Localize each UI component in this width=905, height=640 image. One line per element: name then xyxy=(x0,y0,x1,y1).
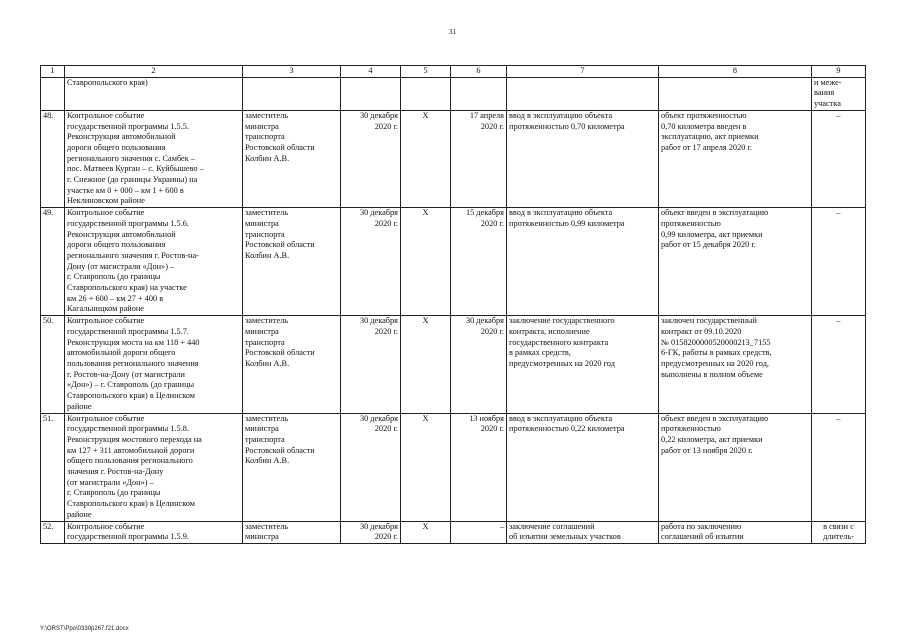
cell-empty xyxy=(243,77,341,110)
row-number: 51. xyxy=(41,413,65,521)
actual-result: объект введен в эксплуатацию протяженностью 0,99 километра, акт приемки работ от 15 декабря 2020 г. xyxy=(659,208,812,316)
file-path-footer: Y:\ORST\Ppo\0330p267.f21.docx xyxy=(40,626,129,632)
row-number: 49. xyxy=(41,208,65,316)
note: – xyxy=(812,413,866,521)
actual-result: объект введен в эксплуатацию протяженностью 0,22 километра, акт приемки работ от 13 ноября 2020 г. xyxy=(659,413,812,521)
table-row xyxy=(41,316,866,413)
cell-empty xyxy=(507,77,659,110)
event-description: Контрольное событие государственной программы 1.5.6. Реконструкция автомобильной дороги общего пользования регионального значения г. Ростов-на- Дону (от магистрали «Дон») – г. Ставрополь (до границы Ставропольского края) на участке км 26 + 600 – км 27 + 400 в Кагальницком районе xyxy=(65,208,243,316)
table-row xyxy=(41,521,866,543)
header-cell: 5 xyxy=(401,66,451,78)
planned-date: 30 декабря 2020 г. xyxy=(341,521,401,543)
cell-empty xyxy=(401,77,451,110)
expected-result: заключение соглашений об изъятии земельных участков xyxy=(507,521,659,543)
event-description: Контрольное событие государственной программы 1.5.5. Реконструкция автомобильной дороги общего пользования регионального значения с. Самбек – пос. Матвеев Курган – с. Куйбышево – г. Снежное (до границы Украины) на участке км 0 + 000 – км 1 + 600 в Неклиновском районе xyxy=(65,110,243,207)
responsible-person: заместитель министра транспорта Ростовской области Колбин А.В. xyxy=(243,110,341,207)
actual-date: 15 декабря 2020 г. xyxy=(451,208,507,316)
cell-empty xyxy=(451,77,507,110)
row-number: 52. xyxy=(41,521,65,543)
column-5-mark: Х xyxy=(401,208,451,316)
column-5-mark: Х xyxy=(401,316,451,413)
actual-date: 17 апреля 2020 г. xyxy=(451,110,507,207)
continuation-note-text: и меже- вания участка xyxy=(812,77,866,110)
expected-result: ввод в эксплуатацию объекта протяженностью 0,22 километра xyxy=(507,413,659,521)
cell-empty xyxy=(341,77,401,110)
table-row xyxy=(41,110,866,207)
cell-empty xyxy=(41,77,65,110)
column-5-mark: Х xyxy=(401,110,451,207)
actual-date: 13 ноября 2020 г. xyxy=(451,413,507,521)
header-cell: 4 xyxy=(341,66,401,78)
planned-date: 30 декабря 2020 г. xyxy=(341,208,401,316)
note: – xyxy=(812,110,866,207)
responsible-person: заместитель министра транспорта Ростовской области Колбин А.В. xyxy=(243,413,341,521)
actual-result: заключен государственный контракт от 09.10.2020 № 0158200000520000213_7155 6-ГК, работы в рамках средств, предусмотренных на 2020 год, выполнены в полном объеме xyxy=(659,316,812,413)
actual-result: объект протяженностью 0,70 километра введен в эксплуатацию, акт приемки работ от 17 апреля 2020 г. xyxy=(659,110,812,207)
event-description: Контрольное событие государственной программы 1.5.8. Реконструкция мостового перехода на км 127 + 311 автомобильной дороги общего пользования регионального значения г. Ростов-на-Дону (от магистрали «Дон») – г. Ставрополь (до границы Ставропольского края) в Целинском районе xyxy=(65,413,243,521)
control-events-table xyxy=(40,65,866,544)
continuation-row xyxy=(41,77,866,110)
page-number: 31 xyxy=(448,27,457,36)
planned-date: 30 декабря 2020 г. xyxy=(341,316,401,413)
responsible-person: заместитель министра xyxy=(243,521,341,543)
actual-date: 30 декабря 2020 г. xyxy=(451,316,507,413)
responsible-person: заместитель министра транспорта Ростовской области Колбин А.В. xyxy=(243,208,341,316)
actual-result: работа по заключению соглашений об изъятии xyxy=(659,521,812,543)
actual-date: – xyxy=(451,521,507,543)
table-row xyxy=(41,413,866,521)
responsible-person: заместитель министра транспорта Ростовской области Колбин А.В. xyxy=(243,316,341,413)
note: – xyxy=(812,208,866,316)
planned-date: 30 декабря 2020 г. xyxy=(341,413,401,521)
row-number: 48. xyxy=(41,110,65,207)
table-row xyxy=(41,208,866,316)
expected-result: ввод в эксплуатацию объекта протяженностью 0,70 километра xyxy=(507,110,659,207)
note: – xyxy=(812,316,866,413)
column-5-mark: Х xyxy=(401,413,451,521)
header-cell: 7 xyxy=(507,66,659,78)
cell-empty xyxy=(659,77,812,110)
column-number-row xyxy=(41,66,866,78)
header-cell: 2 xyxy=(65,66,243,78)
header-cell: 3 xyxy=(243,66,341,78)
event-description: Контрольное событие государственной программы 1.5.9. xyxy=(65,521,243,543)
header-cell: 8 xyxy=(659,66,812,78)
planned-date: 30 декабря 2020 г. xyxy=(341,110,401,207)
header-cell: 1 xyxy=(41,66,65,78)
expected-result: заключение государственного контракта, исполнение государственного контракта в рамках средств, предусмотренных на 2020 год xyxy=(507,316,659,413)
column-5-mark: Х xyxy=(401,521,451,543)
continuation-event-text: Ставропольского края) xyxy=(65,77,243,110)
expected-result: ввод в эксплуатацию объекта протяженностью 0,99 километра xyxy=(507,208,659,316)
row-number: 50. xyxy=(41,316,65,413)
header-cell: 6 xyxy=(451,66,507,78)
event-description: Контрольное событие государственной программы 1.5.7. Реконструкция моста на км 118 + 440 автомобильной дороги общего пользования регионального значения г. Ростов-на-Дону (от магистрали «Дон») – г. Ставрополь (до границы Ставропольского края) в Целинском районе xyxy=(65,316,243,413)
note: в связи с длитель- xyxy=(812,521,866,543)
header-cell: 9 xyxy=(812,66,866,78)
